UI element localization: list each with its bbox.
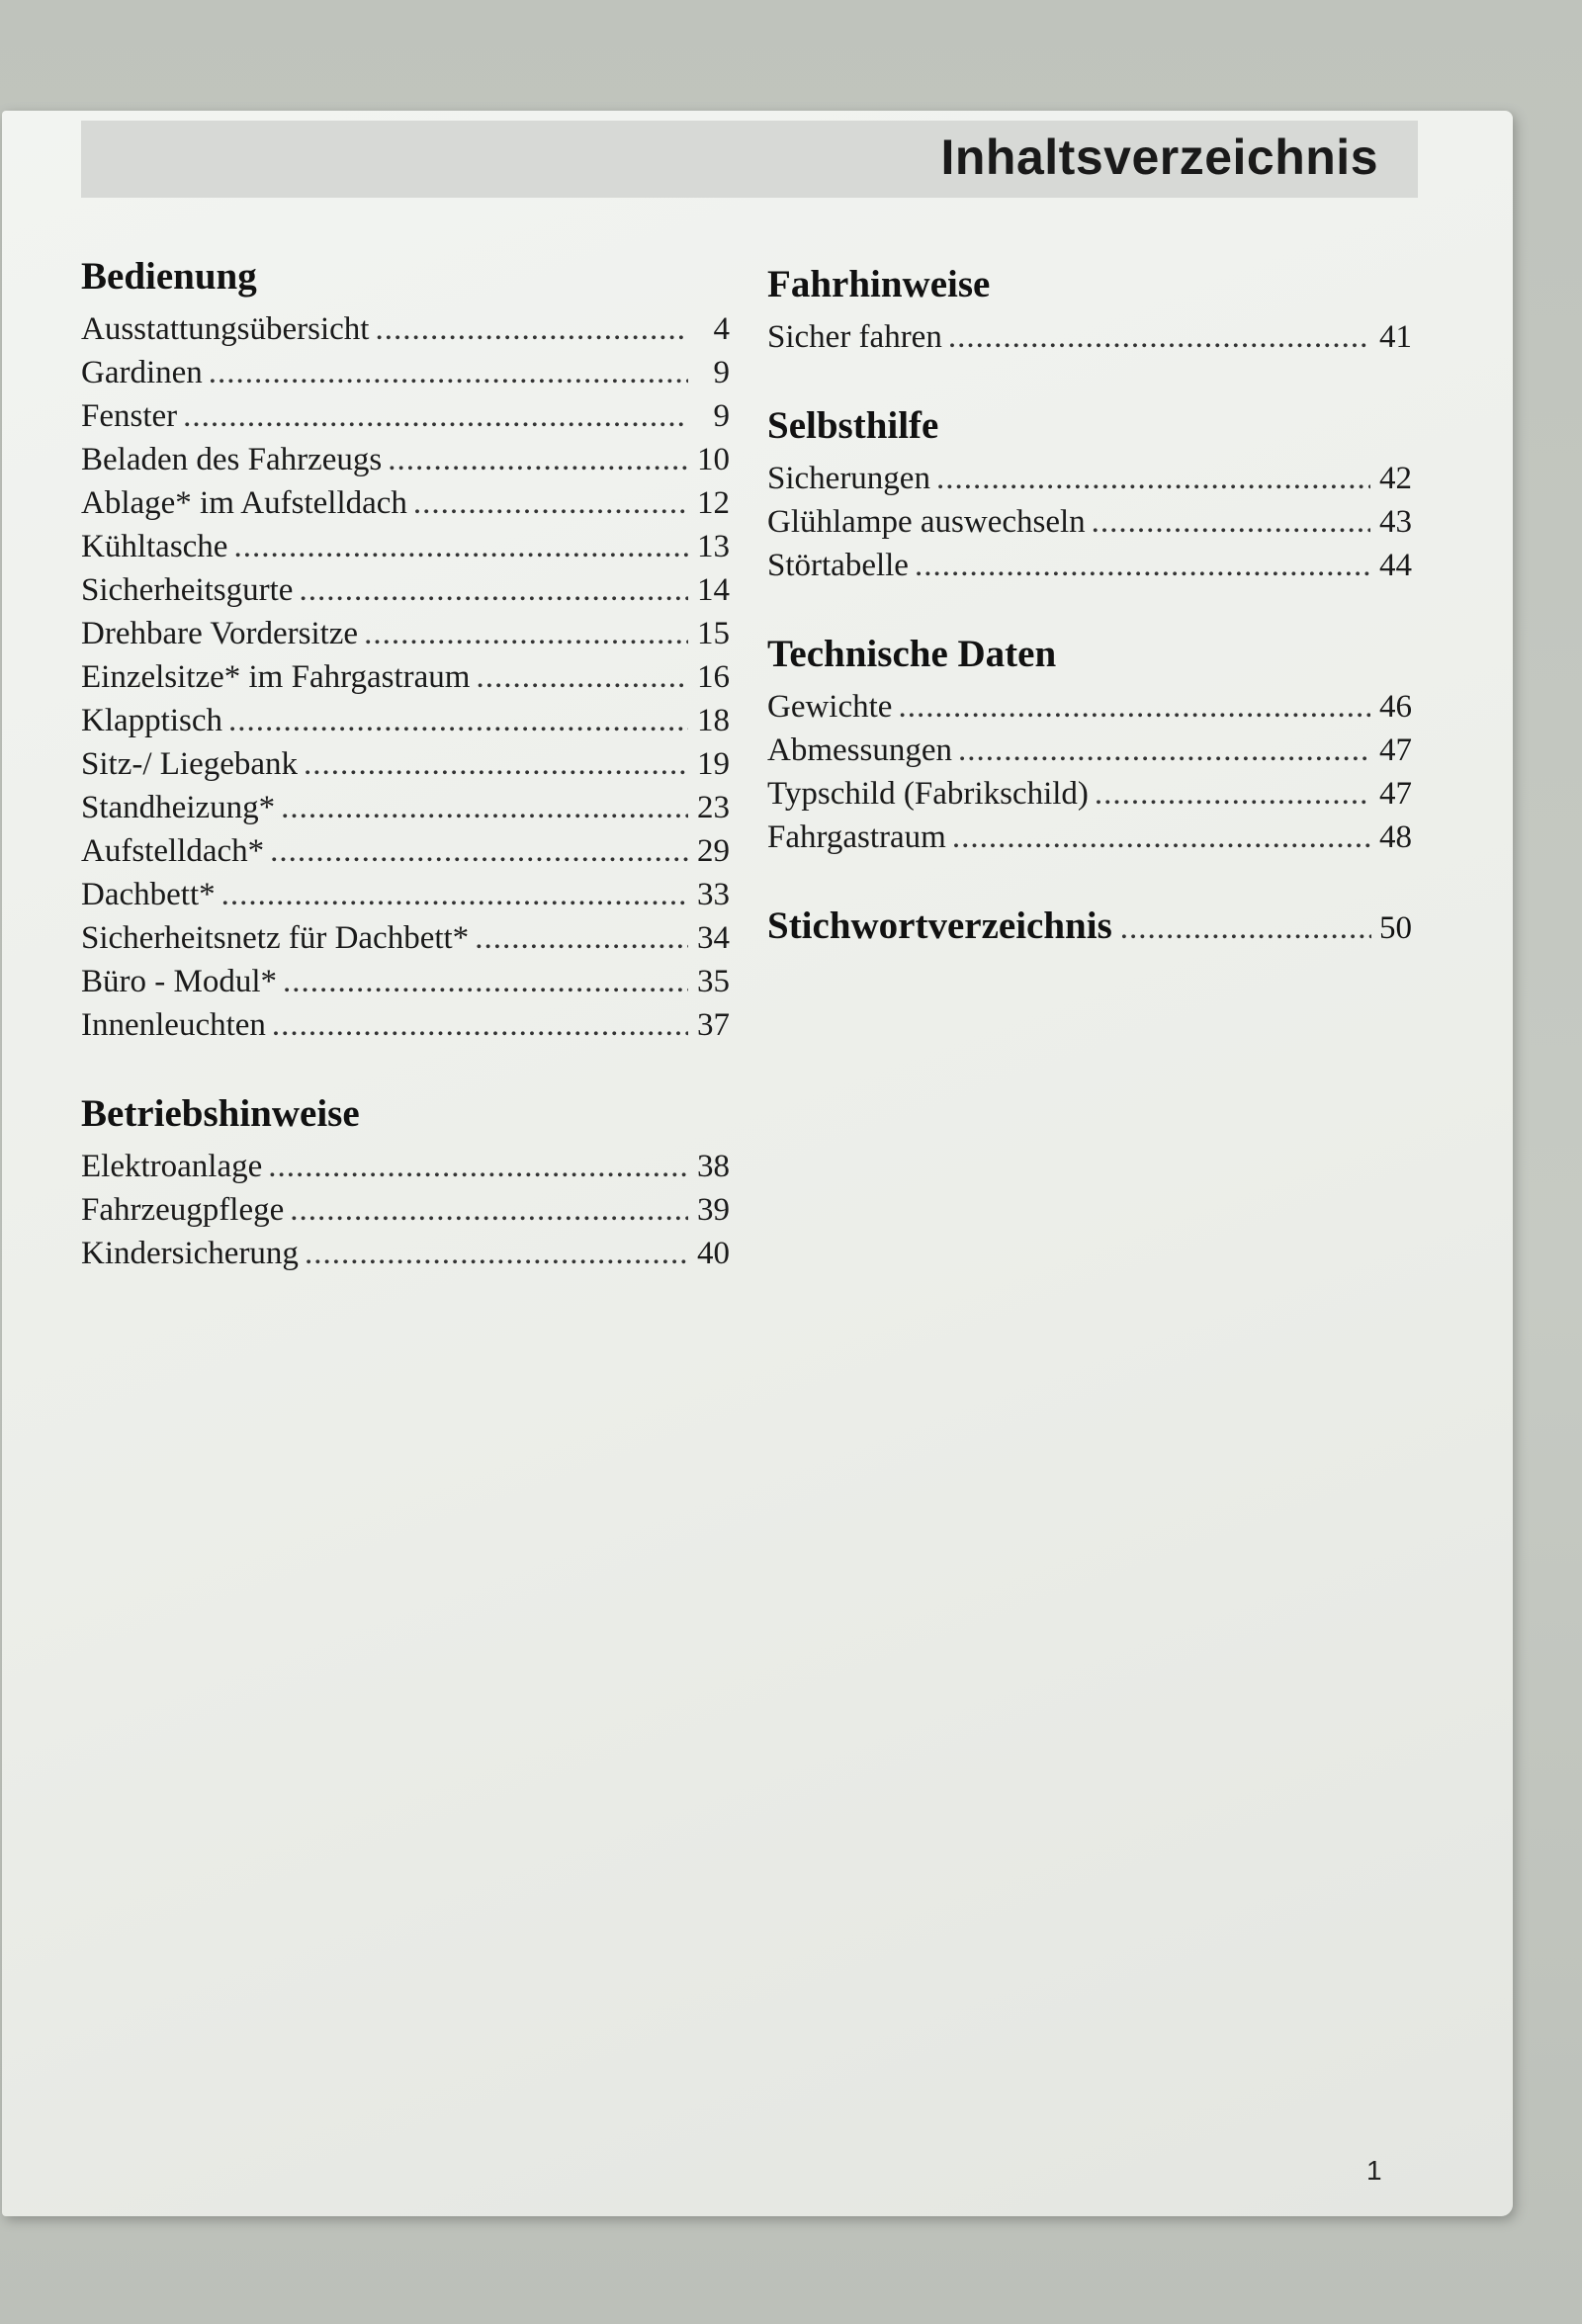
toc-entry-page: 39 bbox=[697, 1191, 730, 1228]
toc-entry-label: Fahrzeugpflege bbox=[81, 1191, 285, 1228]
toc-entry bbox=[767, 685, 1412, 729]
toc-right-column bbox=[767, 263, 1412, 993]
toc-entry bbox=[767, 544, 1412, 587]
toc-entry-page: 50 bbox=[1379, 909, 1412, 946]
index-entry bbox=[767, 904, 1412, 949]
toc-entry-label: Ablage* im Aufstelldach bbox=[81, 484, 407, 521]
dot-leader bbox=[209, 351, 688, 394]
dot-leader bbox=[375, 307, 688, 351]
dot-leader bbox=[233, 525, 688, 568]
dot-leader bbox=[958, 729, 1370, 772]
dot-leader bbox=[283, 960, 688, 1003]
section-title: Fahrhinweise bbox=[767, 263, 991, 305]
toc-entry-label: Büro - Modul* bbox=[81, 963, 277, 999]
section-title: Technische Daten bbox=[767, 632, 1057, 675]
toc-entry bbox=[767, 816, 1412, 859]
toc-entry-page: 33 bbox=[697, 876, 730, 912]
toc-entry-page: 40 bbox=[697, 1235, 730, 1271]
toc-entry-page: 46 bbox=[1379, 688, 1412, 725]
toc-entry-page: 38 bbox=[697, 1148, 730, 1184]
toc-entry-page: 47 bbox=[1379, 775, 1412, 812]
dot-leader bbox=[221, 873, 688, 916]
toc-section-stichwortverzeichnis bbox=[767, 904, 1412, 949]
toc-entry-label: Beladen des Fahrzeugs bbox=[81, 441, 383, 477]
toc-entry bbox=[81, 568, 730, 612]
toc-entry bbox=[81, 351, 730, 394]
toc-entry-page: 4 bbox=[713, 310, 730, 347]
dot-leader bbox=[952, 816, 1370, 859]
toc-entry-label: Fenster bbox=[81, 397, 178, 434]
toc-entry bbox=[81, 307, 730, 351]
toc-entry-page: 13 bbox=[697, 528, 730, 564]
section-title: Stichwortverzeichnis bbox=[767, 904, 1112, 947]
section-title: Bedienung bbox=[81, 255, 257, 298]
toc-entry-label: Dachbett* bbox=[81, 876, 216, 912]
toc-entry-label: Abmessungen bbox=[767, 732, 952, 768]
dot-leader bbox=[290, 1188, 688, 1232]
toc-entry-label: Innenleuchten bbox=[81, 1006, 266, 1043]
document-page bbox=[2, 111, 1513, 2216]
toc-entry-label: Elektroanlage bbox=[81, 1148, 263, 1184]
toc-entry-label: Kindersicherung bbox=[81, 1235, 299, 1271]
dot-leader bbox=[364, 612, 688, 655]
toc-entry bbox=[81, 438, 730, 481]
header-band bbox=[81, 121, 1418, 198]
toc-entry-label: Ausstattungsübersicht bbox=[81, 310, 370, 347]
dot-leader bbox=[388, 438, 688, 481]
dot-leader bbox=[272, 1003, 688, 1047]
toc-entry bbox=[81, 394, 730, 438]
toc-entry-page: 47 bbox=[1379, 732, 1412, 768]
toc-entry bbox=[81, 916, 730, 960]
toc-entry-page: 15 bbox=[697, 615, 730, 651]
toc-entry-label: Glühlampe auswechseln bbox=[767, 503, 1086, 540]
toc-entry bbox=[81, 612, 730, 655]
toc-entry-label: Klapptisch bbox=[81, 702, 222, 738]
toc-entry bbox=[81, 481, 730, 525]
dot-leader bbox=[1092, 500, 1370, 544]
toc-entry-page: 41 bbox=[1379, 318, 1412, 355]
toc-entry-label: Einzelsitze* im Fahrgastraum bbox=[81, 658, 471, 695]
toc-entry-label: Standheizung* bbox=[81, 789, 276, 825]
dot-leader bbox=[476, 655, 688, 699]
toc-entry bbox=[767, 729, 1412, 772]
toc-entry-page: 23 bbox=[697, 789, 730, 825]
dot-leader bbox=[948, 315, 1370, 359]
dot-leader bbox=[268, 1145, 688, 1188]
toc-entry-label: Fahrgastraum bbox=[767, 818, 946, 855]
toc-entry-label: Störtabelle bbox=[767, 547, 909, 583]
page-title: Inhaltsverzeichnis bbox=[940, 129, 1378, 185]
section-title: Betriebshinweise bbox=[81, 1091, 360, 1135]
toc-entry-label: Sicherheitsnetz für Dachbett* bbox=[81, 919, 470, 956]
toc-entry-page: 29 bbox=[697, 832, 730, 869]
toc-entry-label: Sicherungen bbox=[767, 460, 930, 496]
toc-entry-label: Gardinen bbox=[81, 354, 203, 390]
toc-section-technische-daten bbox=[767, 633, 1412, 859]
toc-entry bbox=[81, 525, 730, 568]
toc-section-selbsthilfe bbox=[767, 404, 1412, 587]
toc-entry bbox=[81, 873, 730, 916]
toc-section-betriebshinweise bbox=[81, 1092, 730, 1275]
page-number: 1 bbox=[1366, 2155, 1382, 2186]
dot-leader bbox=[915, 544, 1370, 587]
toc-entry-page: 37 bbox=[697, 1006, 730, 1043]
dot-leader bbox=[475, 916, 688, 960]
section-title: Selbsthilfe bbox=[767, 403, 939, 447]
toc-entry bbox=[767, 457, 1412, 500]
toc-entry-label: Drehbare Vordersitze bbox=[81, 615, 359, 651]
dot-leader bbox=[1120, 910, 1371, 948]
toc-entry-label: Typschild (Fabrikschild) bbox=[767, 775, 1089, 812]
toc-entry bbox=[81, 1188, 730, 1232]
toc-section-fahrhinweise bbox=[767, 263, 1412, 359]
toc-entry-label: Gewichte bbox=[767, 688, 893, 725]
toc-entry bbox=[767, 315, 1412, 359]
toc-entry-label: Kühltasche bbox=[81, 528, 228, 564]
toc-entry bbox=[81, 786, 730, 829]
toc-section-bedienung bbox=[81, 255, 730, 1047]
toc-entry-page: 43 bbox=[1379, 503, 1412, 540]
toc-entry-label: Sicher fahren bbox=[767, 318, 942, 355]
toc-entry-label: Aufstelldach* bbox=[81, 832, 265, 869]
toc-entry bbox=[767, 500, 1412, 544]
dot-leader bbox=[281, 786, 688, 829]
toc-entry-page: 35 bbox=[697, 963, 730, 999]
toc-entry bbox=[81, 1232, 730, 1275]
dot-leader bbox=[299, 568, 688, 612]
dot-leader bbox=[898, 685, 1370, 729]
toc-entry-page: 9 bbox=[713, 354, 730, 390]
toc-entry-page: 18 bbox=[697, 702, 730, 738]
dot-leader bbox=[1095, 772, 1370, 816]
toc-left-column bbox=[81, 255, 730, 1321]
toc-entry bbox=[81, 699, 730, 742]
toc-entry-page: 44 bbox=[1379, 547, 1412, 583]
toc-entry bbox=[81, 1003, 730, 1047]
dot-leader bbox=[413, 481, 688, 525]
dot-leader bbox=[304, 742, 688, 786]
toc-entry-label: Sicherheitsgurte bbox=[81, 571, 294, 608]
dot-leader bbox=[305, 1232, 688, 1275]
dot-leader bbox=[228, 699, 688, 742]
toc-entry bbox=[81, 960, 730, 1003]
toc-entry-page: 34 bbox=[697, 919, 730, 956]
toc-entry-page: 42 bbox=[1379, 460, 1412, 496]
toc-entry-page: 16 bbox=[697, 658, 730, 695]
toc-entry-page: 9 bbox=[713, 397, 730, 434]
toc-entry bbox=[81, 829, 730, 873]
toc-entry bbox=[81, 655, 730, 699]
toc-entry bbox=[81, 1145, 730, 1188]
toc-entry-page: 48 bbox=[1379, 818, 1412, 855]
toc-entry-page: 14 bbox=[697, 571, 730, 608]
toc-entry-page: 10 bbox=[697, 441, 730, 477]
toc-entry bbox=[81, 742, 730, 786]
toc-entry bbox=[767, 772, 1412, 816]
dot-leader bbox=[936, 457, 1370, 500]
toc-entry-label: Sitz-/ Liegebank bbox=[81, 745, 299, 782]
toc-entry-page: 12 bbox=[697, 484, 730, 521]
dot-leader bbox=[183, 394, 688, 438]
dot-leader bbox=[270, 829, 688, 873]
toc-entry-page: 19 bbox=[697, 745, 730, 782]
